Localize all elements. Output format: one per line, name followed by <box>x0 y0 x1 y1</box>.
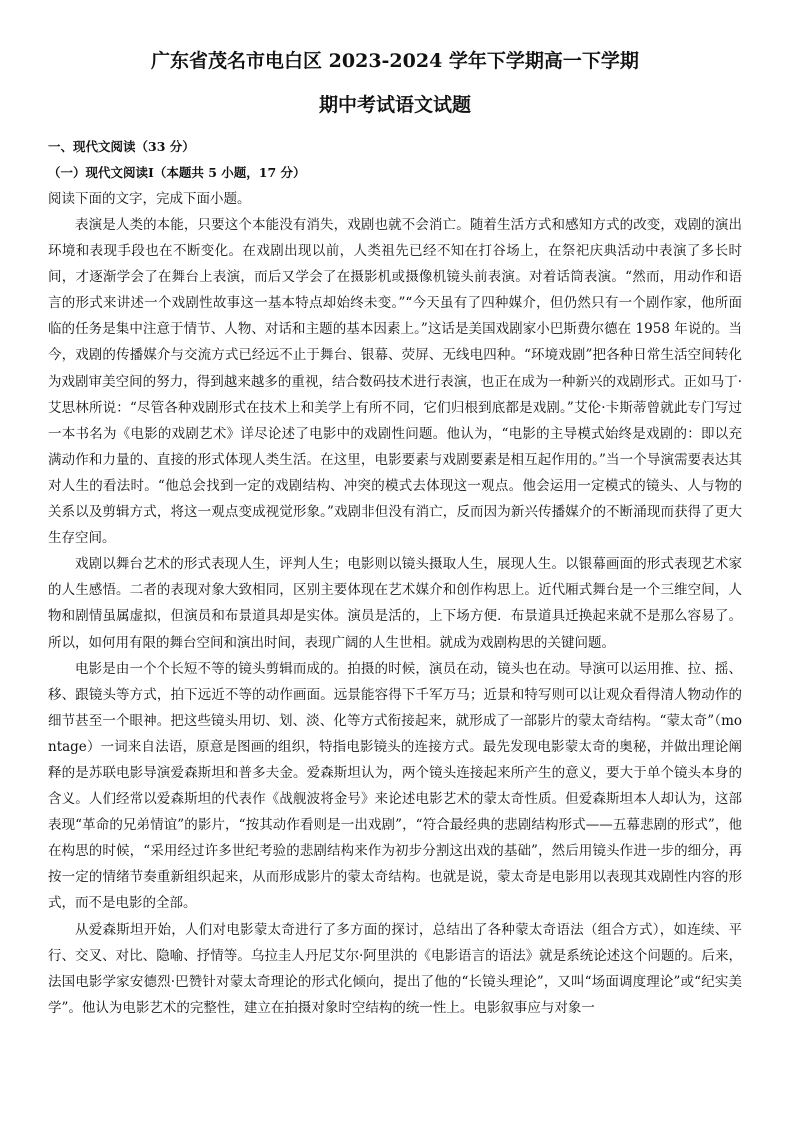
paragraph-3: 电影是由一个个长短不等的镜头剪辑而成的。拍摄的时候，演员在动，镜头也在动。导演可以运用推、拉、摇、移、跟镜头等方式，拍下远近不等的动作画面。远景能容得下千军万马；近景和特写则可以让观众看得清人物动作的细节甚至一个眼神。把这些镜头用切、划、淡、化等方式衔接起来，就形成了一部影片的蒙太奇结构。“蒙太奇”（montage）一词来自法语，原意是图画的组织，特指电影镜头的连接方式。最先发现电影蒙太奇的奥秘，并做出理论阐释的是苏联电影导演爱森斯坦和普多夫金。爱森斯坦认为，两个镜头连接起来所产生的意义，要大于单个镜头本身的含义。人们经常以爱森斯坦的代表作《战舰波将金号》来论述电影艺术的蒙太奇性质。但爱森斯坦本人却认为，这部表现“革命的兄弟情谊”的影片，“按其动作看则是一出戏剧”，“符合最经典的悲剧结构形式——五幕悲剧的形式”，他在构思的时候，“采用经过许多世纪考验的悲剧结构来作为初步分割这出戏的基础”，然后用镜头作进一步的细分，再按一定的情绪节奏重新组织起来，从而形成影片的蒙太奇结构。也就是说，蒙太奇是电影用以表现其戏剧性内容的形式，而不是电影的全部。 <box>48 660 742 912</box>
paragraph-2: 戏剧以舞台艺术的形式表现人生，评判人生；电影则以镜头摄取人生，展现人生。以银幕画面的形式表现艺术家的人生感悟。二者的表现对象大致相同，区别主要体现在艺术媒介和创作构思上。近代厢式舞台是一个三维空间，人物和剧情虽属虚拟，但演员和布景道具却是实体。演员是活的，上下场方便．布景道具迁换起来就不是那么容易了。所以，如何用有限的舞台空间和演出时间，表现广阔的人生世相。就成为戏剧构思的关键问题。 <box>48 556 742 651</box>
reading-instruction: 阅读下面的文字，完成下面小题。 <box>48 191 251 207</box>
paragraph-4: 从爱森斯坦开始，人们对电影蒙太奇进行了多方面的探讨，总结出了各种蒙太奇语法（组合方式），如连续、平行、交叉、对比、隐喻、抒情等。乌拉圭人丹尼艾尔·阿里洪的《电影语言的语法》就是系统论述这个问题的。后来，法国电影学家安德烈·巴赞针对蒙太奇理论的形式化倾向，提出了他的“长镜头理论”，又叫“场面调度理论”或“纪实美学”。他认为电影艺术的完整性，建立在拍摄对象时空结构的统一性上。电影叙事应与对象一 <box>48 921 742 1016</box>
document-title-line1: 广东省茂名市电白区 2023-2024 学年下学期高一下学期 <box>151 50 639 72</box>
document-page <box>48 48 742 1021</box>
document-title-line2: 期中考试语文试题 <box>318 94 471 116</box>
subsection-heading: （一）现代文阅读Ⅰ（本题共 5 小题，17 分） <box>48 165 306 180</box>
paragraph-1: 表演是人类的本能，只要这个本能没有消失，戏剧也就不会消亡。随着生活方式和感知方式的改变，戏剧的演出环境和表现手段也在不断变化。在戏剧出现以前，人类祖先已经不知在打谷场上，在祭祀庆典活动中表演了多长时间，才逐渐学会了在舞台上表演，而后又学会了在摄影机或摄像机镜头前表演。对着话筒表演。“然而，用动作和语言的形式来讲述一个戏剧性故事这一基本特点却始终未变。”“今天虽有了四种媒介，但仍然只有一个剧作家，他所面临的任务是集中注意于情节、人物、对话和主题的基本因素上。”这话是美国戏剧家小巴斯费尔德在 1958 年说的。当今，戏剧的传播媒介与交流方式已经远不止于舞台、银幕、荧屏、无线电四种。“环境戏剧”把各种日常生活空间转化为戏剧审美空间的努力，得到越来越多的重视，结合数码技术进行表演，也正在成为一种新兴的戏剧形式。正如马丁·艾思林所说：“尽管各种戏剧形式在技术上和美学上有所不同，它们归根到底都是戏剧。”艾伦·卡斯蒂曾就此专门写过一本书名为《电影的戏剧艺术》详尽论述了电影中的戏剧性问题。他认为，“电影的主导模式始终是戏剧的：即以充满动作和力量的、直接的形式体现人类生活。在这里，电影要素与戏剧要素是相互起作用的。”当一个导演需要表达其对人生的看法时。“他总会找到一定的戏剧结构、冲突的模式去体现这一观点。他会运用一定模式的镜头、人与物的关系以及剪辑方式，将这一观点变成视觉形象。”戏剧非但没有消亡，反而因为新兴传播媒介的不断涌现而获得了更大生存空间。 <box>48 217 742 547</box>
section-heading: 一、现代文阅读（33 分） <box>48 139 195 154</box>
